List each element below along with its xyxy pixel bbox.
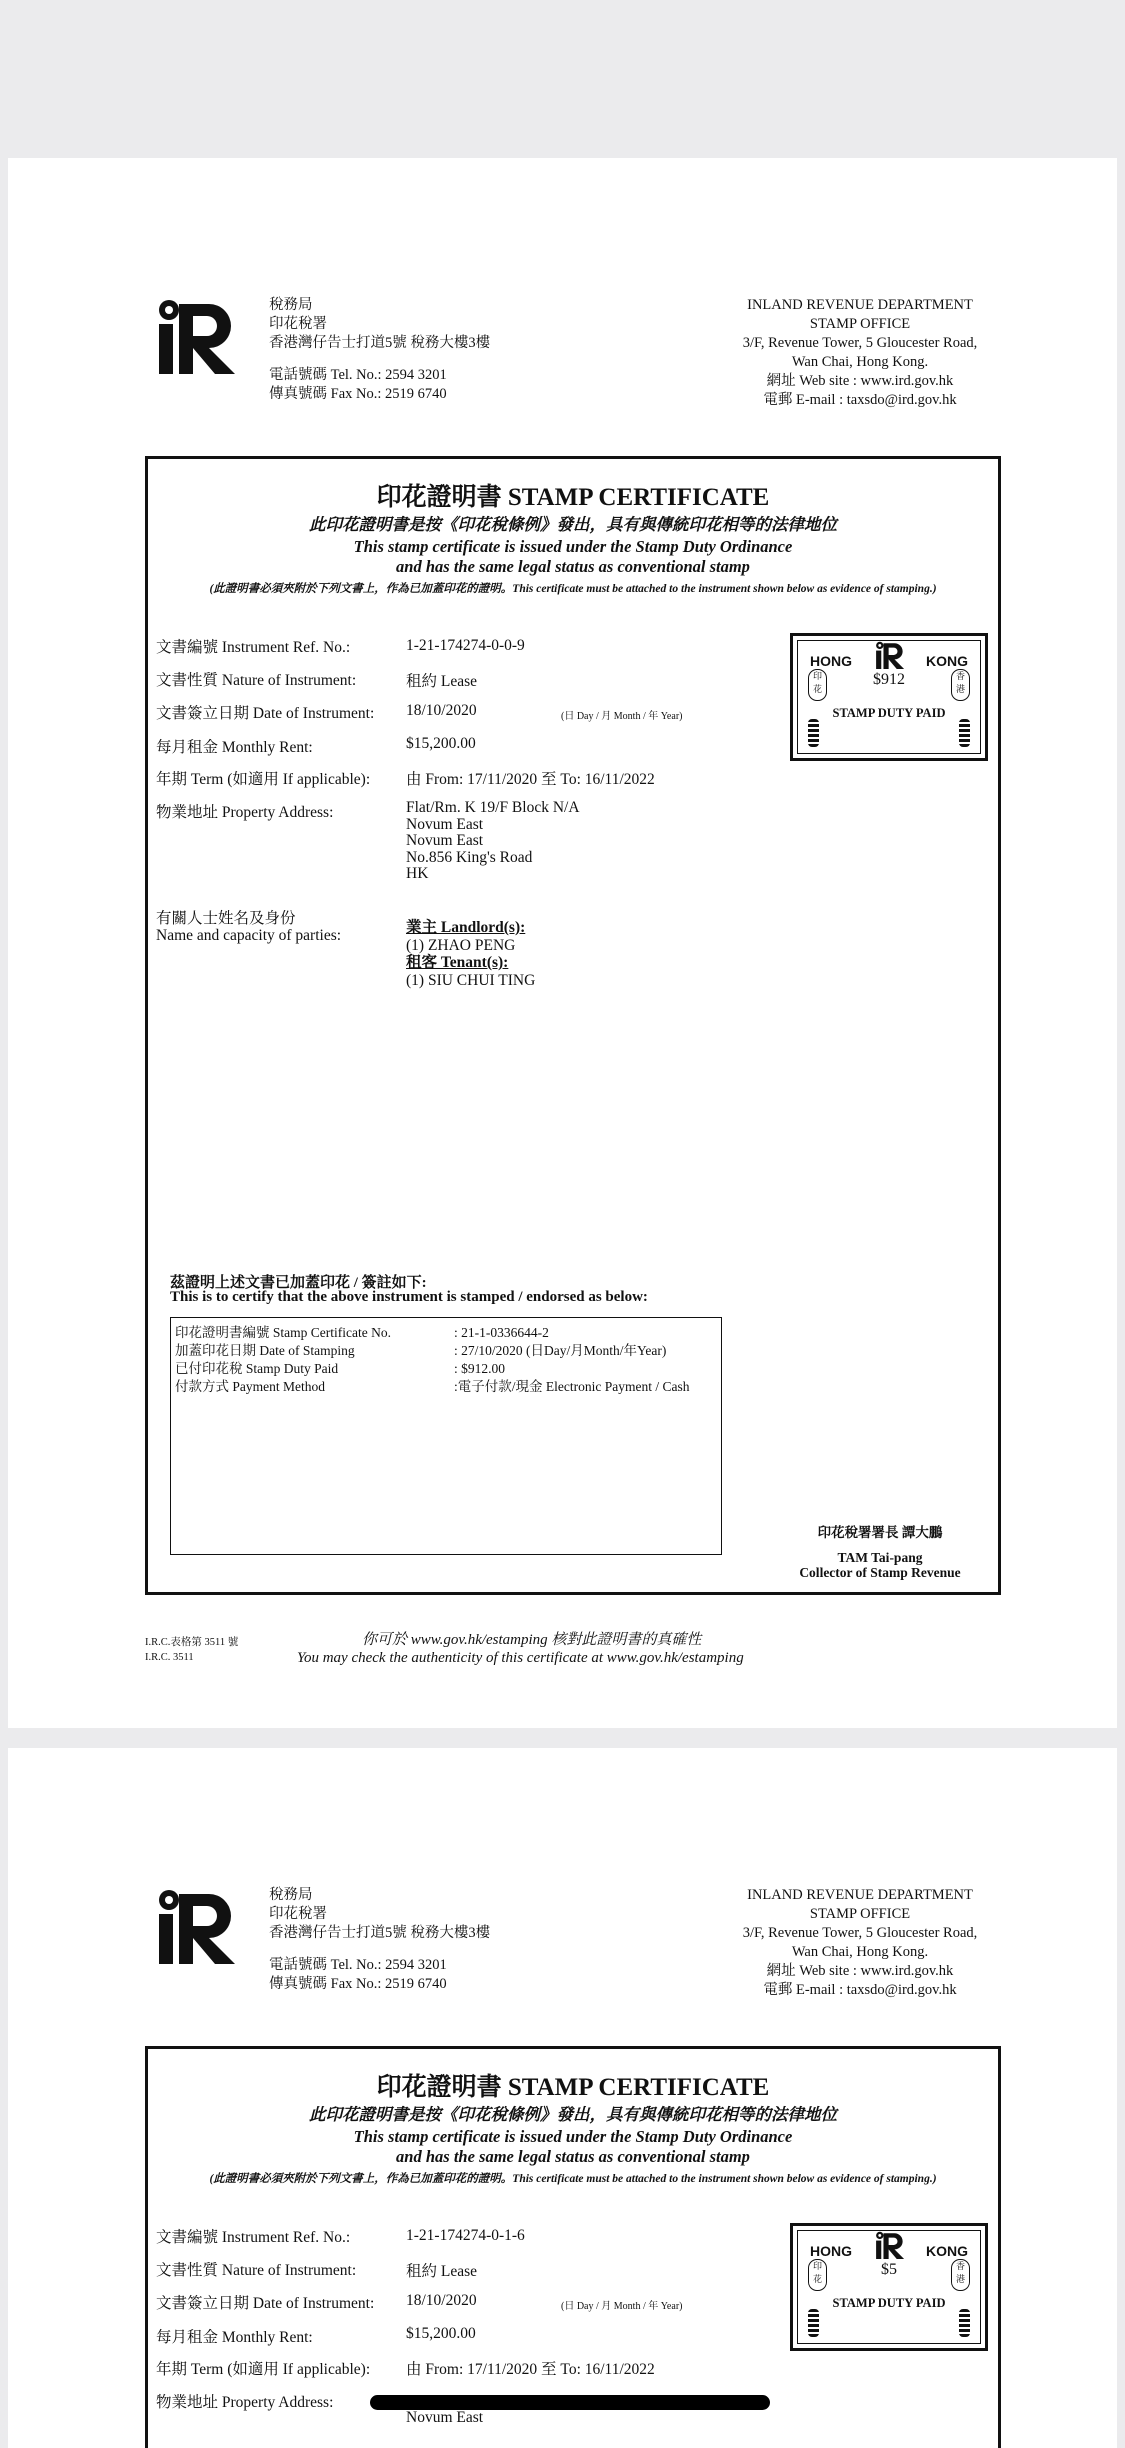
stamp-duty-paid: STAMP DUTY PAID xyxy=(832,2296,946,2310)
form-number-cn: I.R.C.表格第 3511 號 xyxy=(145,1637,239,1648)
stamp-amount: $912 xyxy=(873,671,905,688)
certificate-subtitle-en: and has the same legal status as conventional stamp xyxy=(396,557,750,576)
ird-mini-logo xyxy=(873,2231,905,2259)
address-line: No.856 King's Road xyxy=(406,848,533,866)
header-left-line: 印花稅署 xyxy=(269,316,327,332)
ird-logo xyxy=(151,1888,237,1964)
address-line: Novum East xyxy=(406,2409,484,2426)
field-label: 每月租金 Monthly Rent: xyxy=(156,2329,313,2346)
stamping-date: : 27/10/2020 (日Day/月Month/年Year) xyxy=(454,1343,667,1358)
header-tel: 電話號碼 Tel. No.: 2594 3201 xyxy=(269,1957,447,1973)
attach-note: (此證明書必須夾附於下列文書上，作為已加蓋印花的證明。This certificate must be attached to the instrument shown below as evidence of stamping.) xyxy=(209,583,937,595)
instrument-ref-value: 1-21-174274-0-0-9 xyxy=(406,637,525,654)
field-label: 物業地址 Property Address: xyxy=(156,2394,334,2411)
header-right-line: 3/F, Revenue Tower, 5 Gloucester Road, xyxy=(742,1925,978,1941)
field-label: 文書性質 Nature of Instrument: xyxy=(156,2262,357,2279)
form-number-en: I.R.C. 3511 xyxy=(145,1652,194,1663)
document-page-1 xyxy=(8,158,1117,1728)
field-label: 文書簽立日期 Date of Instrument: xyxy=(156,2295,375,2312)
seal-left-icon: 印花 xyxy=(808,669,827,701)
field-label: 物業地址 Property Address: xyxy=(156,804,334,821)
stamp-duty-paid: STAMP DUTY PAID xyxy=(832,706,946,720)
stamp-duty-paid-value: : $912.00 xyxy=(454,1361,506,1376)
seal-left-icon: 印花 xyxy=(808,2259,827,2291)
header-right-line: 網址 Web site : www.ird.gov.hk xyxy=(766,373,954,389)
stamp-hong: HONG xyxy=(810,653,852,669)
field-label: 文書編號 Instrument Ref. No.: xyxy=(156,639,351,656)
header-right-line: STAMP OFFICE xyxy=(809,1906,911,1922)
header-left-line: 稅務局 xyxy=(269,297,313,313)
monthly-rent-value: $15,200.00 xyxy=(406,735,476,752)
field-label: 文書性質 Nature of Instrument: xyxy=(156,672,357,689)
certificate-subtitle-en: This stamp certificate is issued under the Stamp Duty Ordinance xyxy=(353,537,793,556)
field-label: 年期 Term (如適用 If applicable): xyxy=(156,771,371,788)
stamp-amount: $5 xyxy=(881,2261,897,2278)
address-line: Novum East xyxy=(406,832,484,849)
parties-label-en: Name and capacity of parties: xyxy=(156,927,342,944)
landlord-heading: 業主 Landlord(s): xyxy=(406,919,526,936)
instrument-date-value: 18/10/2020 xyxy=(406,2292,477,2309)
date-format-hint: (日 Day / 月 Month / 年 Year) xyxy=(561,2301,683,2312)
header-right xyxy=(730,1886,990,2000)
coil-left-icon xyxy=(808,719,819,747)
stamp-certificate xyxy=(145,456,1001,1595)
coil-left-icon xyxy=(808,2309,819,2337)
header-right-line: 電郵 E-mail : taxsdo@ird.gov.hk xyxy=(763,1982,957,1998)
header-right-line: 3/F, Revenue Tower, 5 Gloucester Road, xyxy=(742,335,978,351)
stamping-details-box xyxy=(170,1317,722,1555)
address-value xyxy=(406,800,580,883)
certificate-subtitle-cn: 此印花證明書是按《印花稅條例》發出，具有與傳統印花相等的法律地位 xyxy=(309,2105,837,2124)
attach-note: (此證明書必須夾附於下列文書上，作為已加蓋印花的證明。This certificate must be attached to the instrument shown below as evidence of stamping.) xyxy=(209,2173,937,2185)
header-right-line: INLAND REVENUE DEPARTMENT xyxy=(747,1887,973,1903)
certificate-subtitle-cn: 此印花證明書是按《印花稅條例》發出，具有與傳統印花相等的法律地位 xyxy=(309,515,837,534)
stamping-label: 已付印花稅 Stamp Duty Paid xyxy=(175,1361,339,1376)
header-left-line: 香港灣仔告士打道5號 稅務大樓3樓 xyxy=(269,1925,491,1941)
parties-label xyxy=(156,910,341,944)
header-right-line: 電郵 E-mail : taxsdo@ird.gov.hk xyxy=(763,392,957,408)
coil-right-icon xyxy=(959,719,970,747)
field-label: 每月租金 Monthly Rent: xyxy=(156,739,313,756)
stamp-duty-stamp xyxy=(790,2223,988,2351)
stamp-kong: KONG xyxy=(926,653,968,669)
term-value: 由 From: 17/11/2020 至 To: 16/11/2022 xyxy=(406,771,655,788)
instrument-ref-value: 1-21-174274-0-1-6 xyxy=(406,2227,525,2244)
stamp-certificate xyxy=(145,2046,1001,2448)
seal-right-icon: 香港 xyxy=(951,2259,970,2291)
term-value: 由 From: 17/11/2020 至 To: 16/11/2022 xyxy=(406,2361,655,2378)
header-left-line: 香港灣仔告士打道5號 稅務大樓3樓 xyxy=(269,335,491,351)
address-line: HK xyxy=(406,865,429,882)
field-label: 年期 Term (如適用 If applicable): xyxy=(156,2361,371,2378)
parties-label-cn: 有關人士姓名及身份 xyxy=(156,910,296,927)
certificate-subtitle-en: This stamp certificate is issued under the Stamp Duty Ordinance xyxy=(353,2127,793,2146)
document-page-2 xyxy=(8,1748,1117,2448)
header-fax: 傳真號碼 Fax No.: 2519 6740 xyxy=(269,386,447,402)
ird-logo xyxy=(151,298,237,374)
certificate-subtitle-en: and has the same legal status as conventional stamp xyxy=(396,2147,750,2166)
certify-en: This is to certify that the above instrument is stamped / endorsed as below: xyxy=(170,1289,648,1305)
date-format-hint: (日 Day / 月 Month / 年 Year) xyxy=(561,711,683,722)
seal-right-icon: 香港 xyxy=(951,669,970,701)
header-tel: 電話號碼 Tel. No.: 2594 3201 xyxy=(269,367,447,383)
stamp-hong: HONG xyxy=(810,2243,852,2259)
collector-title: Collector of Stamp Revenue xyxy=(799,1565,961,1580)
header-left-line: 印花稅署 xyxy=(269,1906,327,1922)
stamping-label: 付款方式 Payment Method xyxy=(175,1379,325,1394)
payment-method: :電子付款/現金 Electronic Payment / Cash xyxy=(454,1379,690,1394)
parties-value xyxy=(406,919,535,989)
header-right-line: Wan Chai, Hong Kong. xyxy=(791,354,929,370)
certify-cn: 茲證明上述文書已加蓋印花 / 簽註如下: xyxy=(170,1275,427,1291)
header-right-line: INLAND REVENUE DEPARTMENT xyxy=(747,297,973,313)
coil-right-icon xyxy=(959,2309,970,2337)
instrument-date-value: 18/10/2020 xyxy=(406,702,477,719)
authenticity-note-en: You may check the authenticity of this certificate at www.gov.hk/estamping xyxy=(297,1650,744,1666)
header-right-line: STAMP OFFICE xyxy=(809,316,911,332)
collector-signature xyxy=(760,1525,1000,1580)
field-label: 文書簽立日期 Date of Instrument: xyxy=(156,705,375,722)
header-left-line: 稅務局 xyxy=(269,1887,313,1903)
header-left xyxy=(269,1886,490,1994)
ird-mini-logo xyxy=(873,641,905,669)
tenant-name: (1) SIU CHUI TING xyxy=(406,971,536,989)
collector-name: TAM Tai-pang xyxy=(837,1550,923,1565)
header-left xyxy=(269,296,490,404)
header-right-line: Wan Chai, Hong Kong. xyxy=(791,1944,929,1960)
authenticity-note-cn: 你可於 www.gov.hk/estamping 核對此證明書的真確性 xyxy=(362,1632,702,1648)
address-line: Novum East xyxy=(406,815,484,833)
instrument-nature-value: 租約 Lease xyxy=(406,673,478,690)
stamping-label: 加蓋印花日期 Date of Stamping xyxy=(175,1343,355,1358)
stamp-duty-stamp xyxy=(790,633,988,761)
stamp-certificate-no: : 21-1-0336644-2 xyxy=(454,1325,549,1340)
instrument-nature-value: 租約 Lease xyxy=(406,2263,478,2280)
landlord-name: (1) ZHAO PENG xyxy=(406,936,516,954)
header-right xyxy=(730,296,990,410)
address-line: Flat/Rm. K 19/F Block N/A xyxy=(406,799,580,816)
certificate-title: 印花證明書 STAMP CERTIFICATE xyxy=(376,484,770,511)
header-right-line: 網址 Web site : www.ird.gov.hk xyxy=(766,1963,954,1979)
collector-cn: 印花稅署署長 譚大鵬 xyxy=(817,1525,943,1540)
redaction-bar xyxy=(370,2395,770,2410)
monthly-rent-value: $15,200.00 xyxy=(406,2325,476,2342)
certificate-title: 印花證明書 STAMP CERTIFICATE xyxy=(376,2074,770,2101)
tenant-heading: 租客 Tenant(s): xyxy=(406,954,509,971)
header-fax: 傳真號碼 Fax No.: 2519 6740 xyxy=(269,1976,447,1992)
field-label: 文書編號 Instrument Ref. No.: xyxy=(156,2229,351,2246)
stamping-label: 印花證明書編號 Stamp Certificate No. xyxy=(175,1325,391,1340)
stamp-kong: KONG xyxy=(926,2243,968,2259)
